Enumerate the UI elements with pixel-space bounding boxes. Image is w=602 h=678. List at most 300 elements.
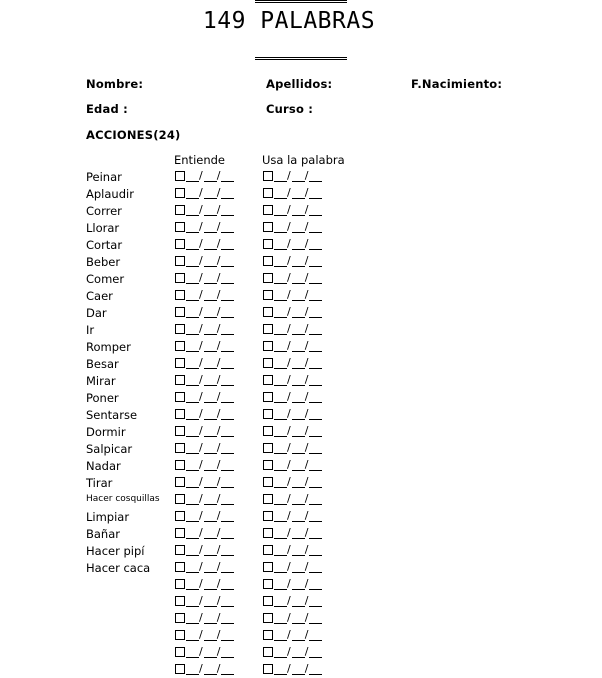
date-blank[interactable]	[292, 249, 305, 250]
date-blank[interactable]	[221, 674, 234, 675]
date-blank[interactable]	[292, 334, 305, 335]
date-blank[interactable]	[292, 436, 305, 437]
understands-date-field	[175, 509, 234, 522]
understands-checkbox[interactable]	[175, 222, 185, 232]
date-blank[interactable]	[204, 606, 217, 607]
date-separator: /	[287, 339, 291, 352]
date-blank[interactable]	[186, 674, 199, 675]
date-separator: /	[216, 288, 221, 301]
understands-checkbox[interactable]	[175, 426, 185, 436]
date-blank[interactable]	[309, 402, 322, 403]
date-blank[interactable]	[274, 487, 287, 488]
date-blank[interactable]	[204, 419, 217, 420]
uses-checkbox[interactable]	[263, 443, 273, 453]
date-blank[interactable]	[186, 385, 199, 386]
date-blank[interactable]	[186, 368, 199, 369]
date-blank[interactable]	[309, 555, 322, 556]
date-blank[interactable]	[186, 232, 199, 233]
date-blank[interactable]	[221, 181, 234, 182]
understands-checkbox[interactable]	[175, 511, 185, 521]
date-blank[interactable]	[274, 623, 287, 624]
date-separator: /	[199, 509, 203, 522]
uses-checkbox[interactable]	[263, 511, 273, 521]
understands-checkbox[interactable]	[175, 528, 185, 538]
date-blank[interactable]	[309, 606, 322, 607]
understands-checkbox[interactable]	[175, 409, 185, 419]
date-blank[interactable]	[274, 589, 287, 590]
word-label: Dar	[86, 306, 107, 320]
date-blank[interactable]	[292, 606, 305, 607]
date-blank[interactable]	[204, 402, 217, 403]
date-blank[interactable]	[309, 300, 322, 301]
understands-checkbox[interactable]	[175, 392, 185, 402]
date-separator: /	[216, 611, 221, 624]
date-blank[interactable]	[309, 504, 322, 505]
date-blank[interactable]	[204, 487, 217, 488]
date-blank[interactable]	[186, 521, 199, 522]
date-blank[interactable]	[292, 470, 305, 471]
date-blank[interactable]	[309, 674, 322, 675]
understands-checkbox[interactable]	[175, 324, 185, 334]
understands-checkbox[interactable]	[175, 290, 185, 300]
date-blank[interactable]	[204, 198, 217, 199]
date-separator: /	[304, 220, 309, 233]
date-separator: /	[304, 424, 309, 437]
title-rule-bottom	[255, 57, 347, 60]
understands-checkbox[interactable]	[175, 613, 185, 623]
date-blank[interactable]	[204, 572, 217, 573]
uses-checkbox[interactable]	[263, 664, 273, 674]
understands-checkbox[interactable]	[175, 443, 185, 453]
uses-date-field	[263, 237, 322, 250]
date-blank[interactable]	[204, 385, 217, 386]
date-blank[interactable]	[274, 198, 287, 199]
date-blank[interactable]	[274, 436, 287, 437]
uses-date-field	[263, 407, 322, 420]
understands-checkbox[interactable]	[175, 188, 185, 198]
uses-checkbox[interactable]	[263, 647, 273, 657]
date-blank[interactable]	[274, 640, 287, 641]
date-blank[interactable]	[204, 623, 217, 624]
understands-date-field	[175, 407, 234, 420]
date-blank[interactable]	[221, 300, 234, 301]
date-separator: /	[287, 237, 291, 250]
date-blank[interactable]	[221, 640, 234, 641]
date-blank[interactable]	[292, 657, 305, 658]
understands-checkbox[interactable]	[175, 579, 185, 589]
date-blank[interactable]	[274, 334, 287, 335]
understands-checkbox[interactable]	[175, 273, 185, 283]
understands-checkbox[interactable]	[175, 494, 185, 504]
date-blank[interactable]	[221, 283, 234, 284]
understands-checkbox[interactable]	[175, 562, 185, 572]
understands-checkbox[interactable]	[175, 630, 185, 640]
date-separator: /	[216, 594, 221, 607]
date-blank[interactable]	[221, 249, 234, 250]
date-blank[interactable]	[309, 589, 322, 590]
date-blank[interactable]	[274, 232, 287, 233]
curso-label: Curso :	[266, 102, 314, 116]
understands-date-field	[175, 356, 234, 369]
date-blank[interactable]	[204, 470, 217, 471]
date-blank[interactable]	[274, 300, 287, 301]
understands-checkbox[interactable]	[175, 341, 185, 351]
date-blank[interactable]	[292, 402, 305, 403]
date-blank[interactable]	[204, 436, 217, 437]
understands-checkbox[interactable]	[175, 477, 185, 487]
date-blank[interactable]	[292, 215, 305, 216]
date-blank[interactable]	[274, 606, 287, 607]
uses-checkbox[interactable]	[263, 188, 273, 198]
uses-checkbox[interactable]	[263, 528, 273, 538]
date-blank[interactable]	[274, 283, 287, 284]
date-blank[interactable]	[204, 351, 217, 352]
date-blank[interactable]	[186, 198, 199, 199]
date-separator: /	[216, 356, 221, 369]
date-blank[interactable]	[221, 232, 234, 233]
date-separator: /	[304, 271, 309, 284]
word-row	[0, 338, 602, 355]
date-blank[interactable]	[274, 470, 287, 471]
date-blank[interactable]	[204, 640, 217, 641]
date-blank[interactable]	[292, 283, 305, 284]
date-separator: /	[304, 560, 309, 573]
date-blank[interactable]	[204, 674, 217, 675]
uses-checkbox[interactable]	[263, 460, 273, 470]
date-blank[interactable]	[186, 589, 199, 590]
uses-checkbox[interactable]	[263, 273, 273, 283]
date-blank[interactable]	[309, 181, 322, 182]
date-blank[interactable]	[292, 351, 305, 352]
date-blank[interactable]	[186, 436, 199, 437]
date-blank[interactable]	[221, 470, 234, 471]
understands-checkbox[interactable]	[175, 239, 185, 249]
date-blank[interactable]	[292, 453, 305, 454]
date-blank[interactable]	[186, 504, 199, 505]
date-blank[interactable]	[221, 334, 234, 335]
date-blank[interactable]	[274, 181, 287, 182]
date-blank[interactable]	[309, 436, 322, 437]
uses-date-field	[263, 611, 322, 624]
date-blank[interactable]	[309, 351, 322, 352]
date-blank[interactable]	[186, 249, 199, 250]
date-separator: /	[304, 390, 309, 403]
date-blank[interactable]	[292, 589, 305, 590]
date-blank[interactable]	[204, 521, 217, 522]
understands-checkbox[interactable]	[175, 647, 185, 657]
date-separator: /	[304, 339, 309, 352]
date-blank[interactable]	[309, 249, 322, 250]
date-blank[interactable]	[221, 606, 234, 607]
uses-checkbox[interactable]	[263, 256, 273, 266]
date-blank[interactable]	[292, 232, 305, 233]
date-blank[interactable]	[204, 232, 217, 233]
uses-checkbox[interactable]	[263, 562, 273, 572]
uses-checkbox[interactable]	[263, 477, 273, 487]
uses-date-field	[263, 254, 322, 267]
date-blank[interactable]	[292, 181, 305, 182]
uses-checkbox[interactable]	[263, 171, 273, 181]
date-blank[interactable]	[221, 351, 234, 352]
date-blank[interactable]	[292, 521, 305, 522]
date-blank[interactable]	[204, 249, 217, 250]
date-separator: /	[304, 169, 309, 182]
date-blank[interactable]	[292, 198, 305, 199]
date-blank[interactable]	[292, 504, 305, 505]
date-blank[interactable]	[292, 674, 305, 675]
date-blank[interactable]	[186, 402, 199, 403]
word-label: Sentarse	[86, 408, 138, 422]
date-blank[interactable]	[309, 334, 322, 335]
uses-checkbox[interactable]	[263, 290, 273, 300]
date-blank[interactable]	[186, 572, 199, 573]
date-separator: /	[287, 662, 291, 675]
understands-checkbox[interactable]	[175, 596, 185, 606]
understands-checkbox[interactable]	[175, 375, 185, 385]
date-blank[interactable]	[221, 487, 234, 488]
date-blank[interactable]	[309, 640, 322, 641]
date-blank[interactable]	[274, 419, 287, 420]
understands-checkbox[interactable]	[175, 171, 185, 181]
date-blank[interactable]	[221, 402, 234, 403]
uses-checkbox[interactable]	[263, 392, 273, 402]
date-blank[interactable]	[221, 504, 234, 505]
date-blank[interactable]	[186, 351, 199, 352]
date-blank[interactable]	[204, 589, 217, 590]
date-blank[interactable]	[274, 538, 287, 539]
date-blank[interactable]	[186, 555, 199, 556]
date-blank[interactable]	[221, 436, 234, 437]
uses-checkbox[interactable]	[263, 579, 273, 589]
date-blank[interactable]	[292, 623, 305, 624]
date-blank[interactable]	[309, 215, 322, 216]
understands-date-field	[175, 203, 234, 216]
date-blank[interactable]	[274, 249, 287, 250]
date-separator: /	[287, 543, 291, 556]
date-blank[interactable]	[274, 266, 287, 267]
uses-checkbox[interactable]	[263, 324, 273, 334]
date-blank[interactable]	[274, 572, 287, 573]
date-blank[interactable]	[274, 317, 287, 318]
understands-checkbox[interactable]	[175, 358, 185, 368]
date-blank[interactable]	[221, 368, 234, 369]
date-blank[interactable]	[309, 283, 322, 284]
date-separator: /	[199, 169, 203, 182]
date-blank[interactable]	[204, 538, 217, 539]
date-blank[interactable]	[186, 487, 199, 488]
date-blank[interactable]	[221, 419, 234, 420]
date-blank[interactable]	[292, 538, 305, 539]
date-blank[interactable]	[186, 657, 199, 658]
understands-date-field	[175, 339, 234, 352]
uses-checkbox[interactable]	[263, 205, 273, 215]
date-blank[interactable]	[221, 385, 234, 386]
word-label: Hacer cosquillas	[86, 494, 160, 504]
date-blank[interactable]	[186, 266, 199, 267]
date-blank[interactable]	[309, 487, 322, 488]
uses-checkbox[interactable]	[263, 341, 273, 351]
date-separator: /	[287, 645, 291, 658]
date-blank[interactable]	[186, 181, 199, 182]
date-blank[interactable]	[221, 538, 234, 539]
date-separator: /	[216, 560, 221, 573]
word-row	[0, 270, 602, 287]
date-separator: /	[199, 254, 203, 267]
date-blank[interactable]	[292, 572, 305, 573]
date-blank[interactable]	[309, 266, 322, 267]
date-separator: /	[199, 322, 203, 335]
uses-checkbox[interactable]	[263, 545, 273, 555]
date-blank[interactable]	[274, 657, 287, 658]
date-blank[interactable]	[309, 572, 322, 573]
date-blank[interactable]	[204, 300, 217, 301]
date-blank[interactable]	[186, 470, 199, 471]
date-blank[interactable]	[292, 317, 305, 318]
date-blank[interactable]	[292, 266, 305, 267]
date-blank[interactable]	[274, 504, 287, 505]
date-blank[interactable]	[274, 368, 287, 369]
understands-checkbox[interactable]	[175, 205, 185, 215]
date-blank[interactable]	[292, 385, 305, 386]
understands-checkbox[interactable]	[175, 664, 185, 674]
uses-checkbox[interactable]	[263, 613, 273, 623]
uses-checkbox[interactable]	[263, 409, 273, 419]
date-blank[interactable]	[186, 640, 199, 641]
date-blank[interactable]	[309, 623, 322, 624]
date-blank[interactable]	[309, 419, 322, 420]
date-separator: /	[199, 288, 203, 301]
date-blank[interactable]	[274, 385, 287, 386]
date-separator: /	[287, 254, 291, 267]
uses-date-field	[263, 186, 322, 199]
date-blank[interactable]	[221, 572, 234, 573]
uses-checkbox[interactable]	[263, 494, 273, 504]
date-blank[interactable]	[221, 266, 234, 267]
date-blank[interactable]	[309, 385, 322, 386]
date-separator: /	[304, 356, 309, 369]
date-separator: /	[304, 322, 309, 335]
date-blank[interactable]	[221, 623, 234, 624]
date-blank[interactable]	[204, 504, 217, 505]
word-label: Aplaudir	[86, 187, 134, 201]
uses-checkbox[interactable]	[263, 239, 273, 249]
understands-checkbox[interactable]	[175, 460, 185, 470]
word-row	[0, 389, 602, 406]
understands-date-field	[175, 594, 234, 607]
understands-date-field	[175, 220, 234, 233]
date-blank[interactable]	[186, 215, 199, 216]
date-blank[interactable]	[221, 657, 234, 658]
date-blank[interactable]	[274, 674, 287, 675]
date-blank[interactable]	[186, 623, 199, 624]
date-separator: /	[199, 543, 203, 556]
date-blank[interactable]	[309, 453, 322, 454]
date-blank[interactable]	[204, 555, 217, 556]
date-blank[interactable]	[221, 521, 234, 522]
date-blank[interactable]	[274, 521, 287, 522]
date-blank[interactable]	[309, 232, 322, 233]
uses-checkbox[interactable]	[263, 630, 273, 640]
date-blank[interactable]	[221, 317, 234, 318]
date-blank[interactable]	[309, 368, 322, 369]
date-blank[interactable]	[309, 317, 322, 318]
date-blank[interactable]	[221, 198, 234, 199]
date-blank[interactable]	[204, 368, 217, 369]
date-separator: /	[199, 220, 203, 233]
date-blank[interactable]	[292, 487, 305, 488]
date-blank[interactable]	[292, 419, 305, 420]
date-blank[interactable]	[292, 640, 305, 641]
date-blank[interactable]	[204, 334, 217, 335]
understands-date-field	[175, 475, 234, 488]
date-blank[interactable]	[186, 453, 199, 454]
word-label: Dormir	[86, 425, 126, 439]
date-blank[interactable]	[204, 453, 217, 454]
date-blank[interactable]	[309, 521, 322, 522]
date-blank[interactable]	[274, 351, 287, 352]
date-blank[interactable]	[292, 300, 305, 301]
date-blank[interactable]	[186, 283, 199, 284]
understands-date-field	[175, 305, 234, 318]
date-blank[interactable]	[186, 538, 199, 539]
date-blank[interactable]	[309, 198, 322, 199]
date-blank[interactable]	[309, 470, 322, 471]
date-blank[interactable]	[292, 555, 305, 556]
date-blank[interactable]	[221, 453, 234, 454]
uses-checkbox[interactable]	[263, 222, 273, 232]
date-blank[interactable]	[204, 657, 217, 658]
date-blank[interactable]	[309, 657, 322, 658]
date-blank[interactable]	[204, 317, 217, 318]
date-blank[interactable]	[186, 606, 199, 607]
date-blank[interactable]	[186, 300, 199, 301]
date-separator: /	[304, 475, 309, 488]
date-blank[interactable]	[204, 215, 217, 216]
date-separator: /	[199, 560, 203, 573]
date-blank[interactable]	[204, 266, 217, 267]
uses-checkbox[interactable]	[263, 307, 273, 317]
date-blank[interactable]	[292, 368, 305, 369]
uses-checkbox[interactable]	[263, 596, 273, 606]
word-label: Nadar	[86, 459, 121, 473]
understands-checkbox[interactable]	[175, 545, 185, 555]
date-blank[interactable]	[274, 402, 287, 403]
understands-date-field	[175, 543, 234, 556]
understands-date-field	[175, 645, 234, 658]
uses-checkbox[interactable]	[263, 358, 273, 368]
date-blank[interactable]	[274, 215, 287, 216]
date-separator: /	[287, 220, 291, 233]
date-blank[interactable]	[309, 538, 322, 539]
uses-checkbox[interactable]	[263, 426, 273, 436]
date-blank[interactable]	[274, 555, 287, 556]
date-blank[interactable]	[274, 453, 287, 454]
date-blank[interactable]	[221, 555, 234, 556]
date-blank[interactable]	[221, 589, 234, 590]
understands-date-field	[175, 662, 234, 675]
date-blank[interactable]	[186, 334, 199, 335]
date-blank[interactable]	[221, 215, 234, 216]
date-blank[interactable]	[204, 283, 217, 284]
date-blank[interactable]	[204, 181, 217, 182]
understands-checkbox[interactable]	[175, 256, 185, 266]
date-blank[interactable]	[186, 317, 199, 318]
date-blank[interactable]	[186, 419, 199, 420]
date-separator: /	[304, 373, 309, 386]
uses-checkbox[interactable]	[263, 375, 273, 385]
word-label: Correr	[86, 204, 122, 218]
understands-checkbox[interactable]	[175, 307, 185, 317]
